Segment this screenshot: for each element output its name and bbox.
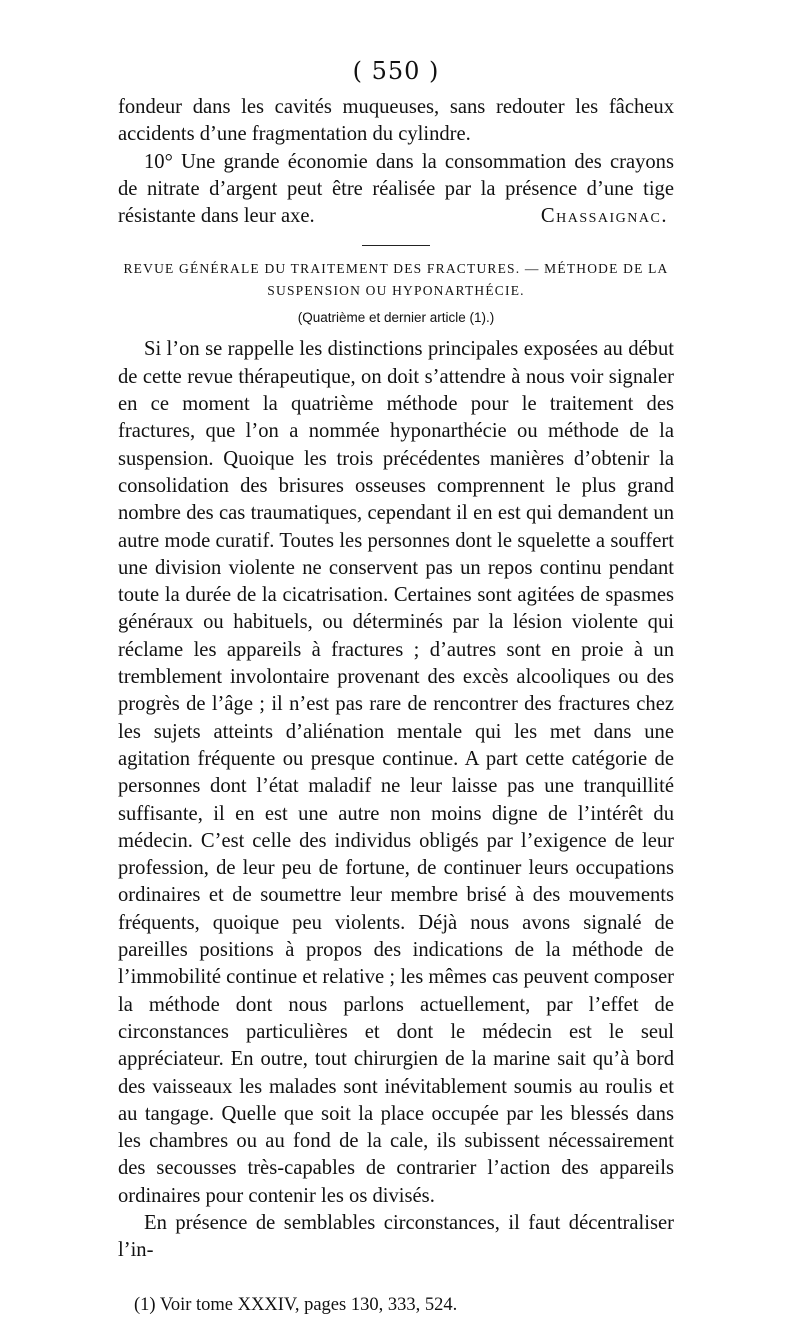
- closing-paragraph: En présence de semblables circonstances, il faut décentraliser l’in-: [118, 1211, 674, 1262]
- page-number: ( 550 ): [352, 57, 440, 85]
- author-signature: Chassaignac.: [540, 205, 668, 228]
- signature-line: [118, 205, 674, 257]
- point-10-paragraph: 10° Une grande économie dans la consommation des crayons de nitrate d’argent peut être réalisée par la présence d’une tige résistante dans leur axe.: [118, 150, 674, 228]
- footnote: (1) Voir tome XXXIV, pages 130, 333, 524.: [134, 1294, 458, 1315]
- document-page: [118, 56, 674, 1317]
- article-subheading: (Quatrième et dernier article (1).): [297, 310, 495, 326]
- continuation-paragraph: fondeur dans les cavités muqueuses, sans redouter les fâcheux accidents d’une fragmentation du cylindre.: [118, 96, 674, 146]
- main-paragraph: Si l’on se rappelle les distinctions principales exposées au début de cette revue thérapeutique, on doit s’attendre à nous voir signaler en ce moment la quatrième méthode pour le traitement des fractures, que l’on a nommée hyponarthécie ou méthode de la suspension. Quoique les trois précédentes manières d’obtenir la consolidation des brisures osseuses comprennent le plus grand nombre des cas traumatiques, cependant il en est qui demandent un autre mode curatif. Toutes les personnes dont le squelette a souffert une division violente ne conservent pas un repos continu pendant toute la durée de la cicatrisation. Certaines sont agitées de spasmes généraux ou habituels, ou déterminés par la lésion violente qui réclame les appareils à fractures ; d’autres sont en proie à un tremblement involontaire provenant des excès alcooliques ou des progrès de l’âge ; il n’est pas rare de rencontrer des fractures chez les sujets atteints d’aliénation mentale qui les met dans une agitation fréquente ou presque continue. A part cette catégorie de personnes dont l’état maladif ne leur laisse pas une tranquillité suffisante, il en est une autre non moins digne de l’intérêt du médecin. C’est celle des individus obligés par l’exigence de leur profession, de leur peu de fortune, de continuer leurs occupations ordinaires et de soumettre leur membre brisé à des mouvements fréquents, quoique peu violents. Déjà nous avons signalé de pareilles positions à propos des indications de la méthode de l’immobilité continue et relative ; les mêmes cas peuvent composer la méthode dont nous parlons actuellement, par l’effet de circonstances particulières et dont le médecin est le seul appréciateur. En outre, tout chirurgien de la marine sait qu’à bord des vaisseaux les malades sont inévitablement soumis au roulis et au tangage. Quelle que soit la place occupée par les blessés dans les chambres ou au fond de la cale, ils subissent nécessairement des secousses très-capables de contrarier l’action des appareils ordinaires pour contenir les os divisés.: [118, 338, 674, 1207]
- section-heading: REVUE GÉNÉRALE DU TRAITEMENT DES FRACTURES. — MÉTHODE DE LA SUSPENSION OU HYPONARTHÉCIE.: [123, 261, 669, 299]
